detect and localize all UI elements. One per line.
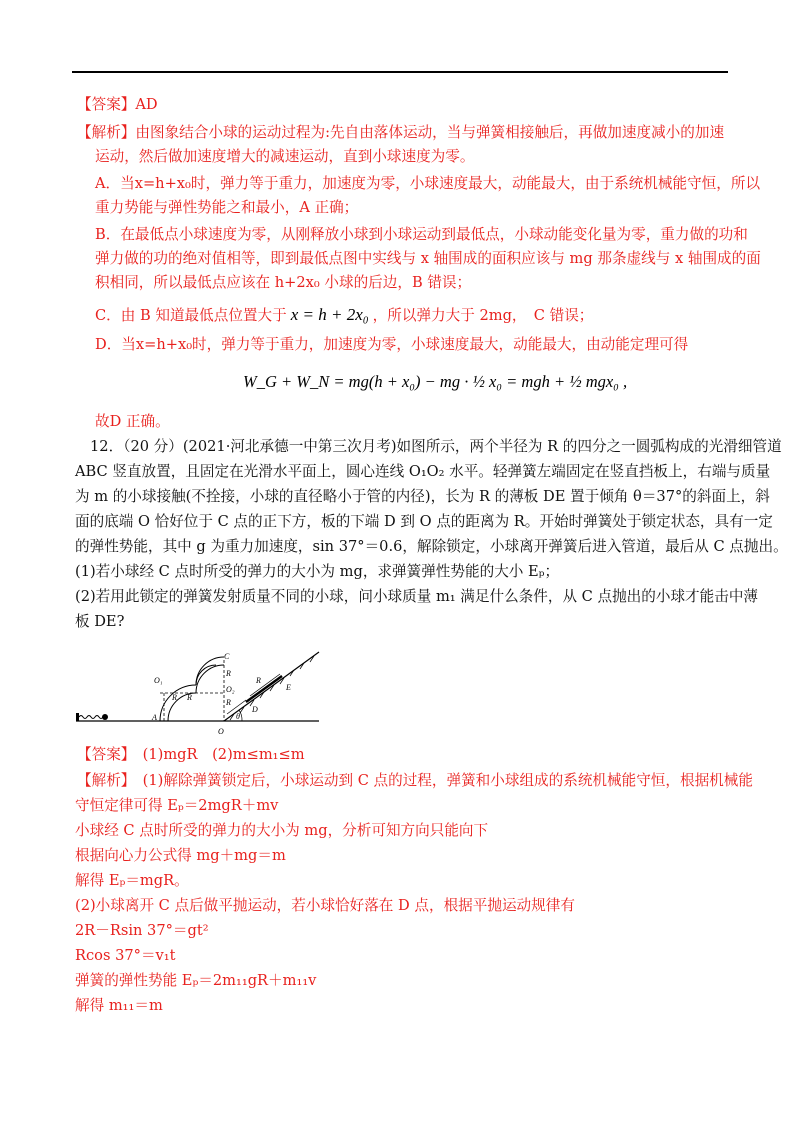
analysis-line xyxy=(77,124,724,142)
label-r: R xyxy=(226,669,231,678)
problem-line: 面的底端 O 恰好位于 C 点的正下方，板的下端 D 到 O 点的距离为 R。开始时弹簧处于锁定状态，具有一定 xyxy=(75,513,773,530)
answer-line xyxy=(77,746,305,764)
analysis-label: 【解析】 xyxy=(77,124,136,141)
upper-arc-top xyxy=(196,657,224,685)
analysis-line: 弹力做的功的绝对值相等，即到最低点图中实线与 x 轴围成的面积应该与 mg 那条虚线与 x 轴围成的面 xyxy=(95,250,761,267)
label-a: A xyxy=(152,713,157,722)
problem-line: (2)若用此锁定的弹簧发射质量不同的小球，问小球质量 m₁ 满足什么条件，从 C 点抛出的小球才能击中薄 xyxy=(75,588,759,605)
analysis-text: ，所以弹力大于 2mg， C 错误； xyxy=(372,307,594,324)
analysis-line: B．在最低点小球速度为零，从刚释放小球到小球运动到最低点，小球动能变化量为零，重力做的功和 xyxy=(95,226,748,243)
analysis-line: 根据向心力公式得 mg＋mg＝m xyxy=(75,847,286,864)
analysis-line: D．当x=h+x₀时，弹力等于重力，加速度为零，小球速度最大，动能最大，由动能定理可得 xyxy=(95,336,689,353)
analysis-line: 运动，然后做加速度增大的减速运动，直到小球速度为零。 xyxy=(95,148,475,165)
answer-value: AD xyxy=(135,96,158,113)
incline-hatch xyxy=(230,656,314,720)
answer-label: 【答案】 xyxy=(77,746,129,763)
spring-icon xyxy=(79,716,103,719)
answer-label: 【答案】 xyxy=(77,96,136,113)
label-e: E xyxy=(286,683,291,692)
analysis-line: 小球经 C 点时所受的弹力的大小为 mg，分析可知方向只能向下 xyxy=(75,822,489,839)
lower-arc-inner xyxy=(160,685,196,721)
analysis-line: 解得 Eₚ＝mgR。 xyxy=(75,872,189,889)
analysis-line: 守恒定律可得 Eₚ＝2mgR＋mv xyxy=(75,797,279,814)
header-rule xyxy=(72,71,728,73)
analysis-label: 【解析】 xyxy=(77,772,129,789)
label-o1: O₁ xyxy=(154,676,163,685)
label-r: R xyxy=(187,693,192,702)
label-o: O xyxy=(218,727,224,736)
plate-de xyxy=(246,676,282,702)
answer-value: (1)mgR (2)m≤m₁≤m xyxy=(128,746,305,763)
conclusion: 故D 正确。 xyxy=(95,413,170,430)
analysis-line: 弹簧的弹性势能 Eₚ＝2m₁₁gR＋m₁₁v xyxy=(75,972,317,989)
label-d: D xyxy=(252,705,258,714)
answer-line xyxy=(77,96,158,114)
analysis-line xyxy=(95,306,593,325)
wall-icon xyxy=(76,713,79,721)
label-c: C xyxy=(224,652,230,661)
analysis-text: 由图象结合小球的运动过程为:先自由落体运动，当与弹簧相接触后，再做加速度减小的加速 xyxy=(135,124,725,141)
label-r: R xyxy=(172,693,177,702)
analysis-line: 解得 m₁₁＝m xyxy=(75,997,163,1014)
formula-inline: x = h + 2x₀ xyxy=(290,305,369,324)
analysis-line: Rcos 37°＝v₁t xyxy=(75,947,176,964)
analysis-line: 2R－Rsin 37°＝gt² xyxy=(75,922,209,939)
problem-line: 的弹性势能，其中 g 为重力加速度，sin 37°＝0.6，解除锁定，小球离开弹簧后进入管道，最后从 C 点抛出。 xyxy=(75,538,788,555)
label-o2: O₂ xyxy=(226,685,235,694)
analysis-line: (2)小球离开 C 点后做平抛运动，若小球恰好落在 D 点，根据平抛运动规律有 xyxy=(75,897,575,914)
label-r: R xyxy=(256,676,261,685)
analysis-line: 重力势能与弹性势能之和最小，A 正确； xyxy=(95,199,359,216)
label-r: R xyxy=(226,698,231,707)
analysis-text: C．由 B 知道最低点位置大于 xyxy=(95,307,287,324)
problem-line: 12．（20 分）(2021·河北承德一中第三次月考)如图所示，两个半径为 R 的四分之一圆弧构成的光滑细管道 xyxy=(90,438,782,455)
problem-line: (1)若小球经 C 点时所受的弹力的大小为 mg，求弹簧弹性势能的大小 Eₚ； xyxy=(75,563,560,580)
dim-line xyxy=(250,674,280,696)
analysis-line: A．当x=h+x₀时，弹力等于重力，加速度为零，小球速度最大，动能最大，由于系统机械能守恒，所以 xyxy=(95,175,761,192)
problem-line: ABC 竖直放置，且固定在光滑水平面上，圆心连线 O₁O₂ 水平。轻弹簧左端固定在竖直挡板上，右端与质量 xyxy=(75,463,771,480)
problem-line: 为 m 的小球接触(不拴接，小球的直径略小于管的内径)，长为 R 的薄板 DE 置于倾角 θ＝37°的斜面上，斜 xyxy=(75,488,770,505)
upper-arc-outer xyxy=(196,665,224,693)
ball-icon xyxy=(102,714,108,720)
analysis-line: 积相同，所以最低点应该在 h+2x₀ 小球的后边，B 错误； xyxy=(95,274,472,291)
label-theta: θ xyxy=(236,712,240,721)
analysis-text: (1)解除弹簧锁定后，小球运动到 C 点的过程，弹簧和小球组成的系统机械能守恒，根据机械能 xyxy=(128,772,753,789)
upper-arc-inner xyxy=(196,665,216,685)
physics-figure xyxy=(74,650,324,738)
incline-line xyxy=(224,652,319,721)
problem-line: 板 DE? xyxy=(75,613,125,630)
formula-main: W_G + W_N = mg(h + x₀) − mg · ½ x₀ = mgh + ½ mgx₀ , xyxy=(243,372,628,391)
analysis-line xyxy=(77,772,753,790)
